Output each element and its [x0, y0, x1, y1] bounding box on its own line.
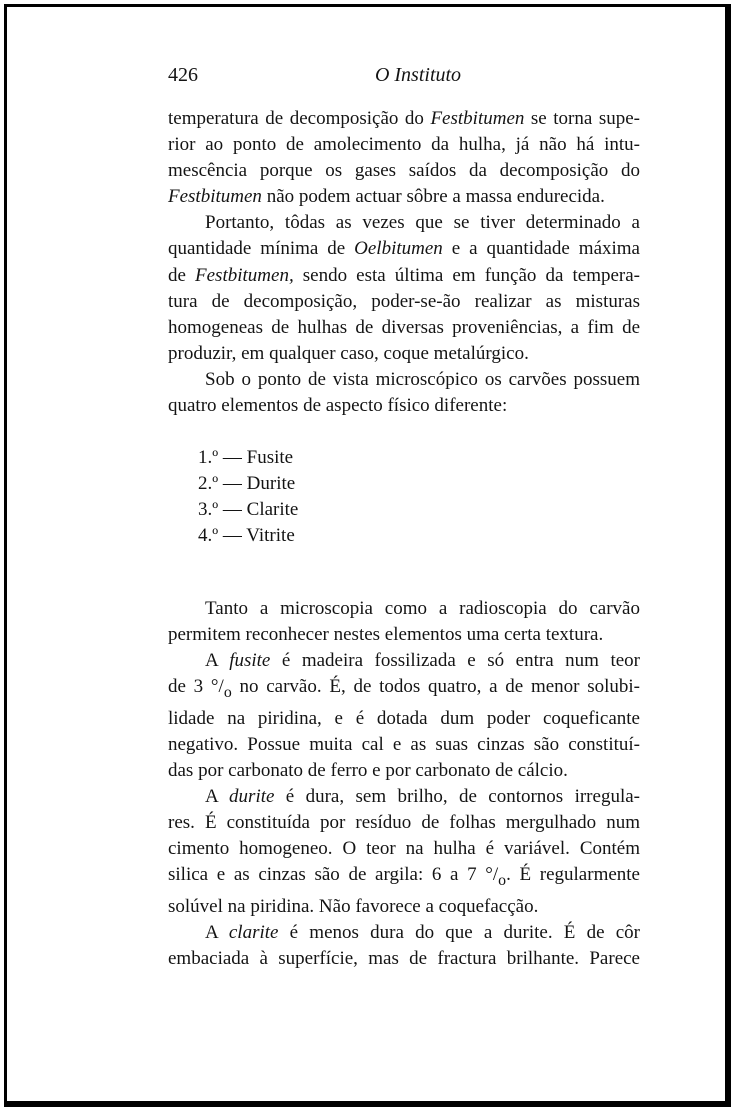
text-line: Tanto a microscopia como a radioscopia do carvão — [205, 597, 640, 619]
text-line: das por carbonato de ferro e por carbonato de cálcio. — [168, 759, 568, 781]
body-text — [168, 106, 640, 972]
text-line: produzir, em qualquer caso, coque metalúrgico. — [168, 342, 529, 364]
italic-term: Festbitumen — [168, 186, 262, 208]
paragraph-1 — [168, 106, 640, 210]
italic-term: fusite — [229, 649, 271, 671]
spacer — [168, 576, 640, 596]
paragraph-5 — [168, 648, 640, 784]
list-item: 2.º — Durite — [198, 473, 296, 495]
text-line: Festbitumen não podem actuar sôbre a massa endurecida. — [168, 186, 605, 208]
text-line: A fusite é madeira fossilizada e só entra num teor — [205, 649, 640, 671]
text-line: A clarite é menos dura do que a durite. É de côr — [205, 922, 640, 944]
text-line: A durite é dura, sem brilho, de contornos irregula- — [205, 785, 640, 807]
text-line: solúvel na piridina. Não favorece a coquefacção. — [168, 896, 539, 918]
text-line: Portanto, tôdas as vezes que se tiver determinado a — [205, 212, 640, 234]
paragraph-2 — [168, 210, 640, 367]
text-line: de 3 $^\circ/_o$ no carvão. É, de todos quatro, a de menor solubi- — [168, 675, 641, 701]
text-line: tura de decomposição, poder-se-ão realizar as misturas — [168, 290, 640, 312]
text-line: res. É constituída por resíduo de folhas mergulhado num — [168, 812, 640, 834]
text-line: quantidade mínima de Oelbitumen e a quantidade máxima — [168, 238, 640, 260]
list-item: 1.º — Fusite — [198, 447, 294, 469]
text-line: silica e as cinzas são de argila: 6 a 7 $^\circ/_o$. É regularmente — [168, 864, 640, 890]
text-line: permitem reconhecer nestes elementos uma certa textura. — [168, 623, 604, 645]
paragraph-6 — [168, 784, 640, 920]
paragraph-4 — [168, 596, 640, 648]
italic-term: durite — [229, 785, 275, 807]
paragraph-7 — [168, 920, 640, 972]
italic-term: Oelbitumen — [354, 238, 443, 260]
italic-term: Festbitumen, — [195, 264, 294, 286]
text-line: embaciada à superfície, mas de fractura brilhante. Parece — [168, 948, 640, 970]
text-line: quatro elementos de aspecto físico diferente: — [168, 395, 508, 417]
italic-term: Festbitumen — [430, 108, 525, 129]
text-line: rior ao ponto de amolecimento da hulha, já não há intu- — [168, 134, 640, 156]
page-number: 426 — [168, 64, 198, 86]
text-line: lidade na piridina, e é dotada dum poder coqueficante — [168, 707, 640, 729]
list-item: 4.º — Vitrite — [198, 525, 295, 547]
running-title: O Instituto — [374, 64, 462, 86]
text-line: de Festbitumen, sendo esta última em função da tempera- — [168, 264, 641, 286]
text-line: negativo. Possue muita cal e as suas cinzas são constituí- — [168, 733, 640, 755]
text-line: temperatura de decomposição do Festbitumen se torna supe- — [168, 108, 640, 129]
text-line: Sob o ponto de vista microscópico os carvões possuem — [205, 368, 640, 390]
text-line: mescência porque os gases saídos da decomposição do — [168, 160, 640, 182]
elements-list — [168, 445, 640, 549]
list-item: 3.º — Clarite — [198, 499, 299, 521]
text-line: homogeneas de hulhas de diversas proveniências, a fim de — [168, 316, 640, 338]
paragraph-3 — [168, 367, 640, 419]
page-header — [168, 64, 640, 90]
text-line: cimento homogeneo. O teor na hulha é variável. Contém — [168, 838, 640, 860]
italic-term: clarite — [228, 922, 279, 944]
